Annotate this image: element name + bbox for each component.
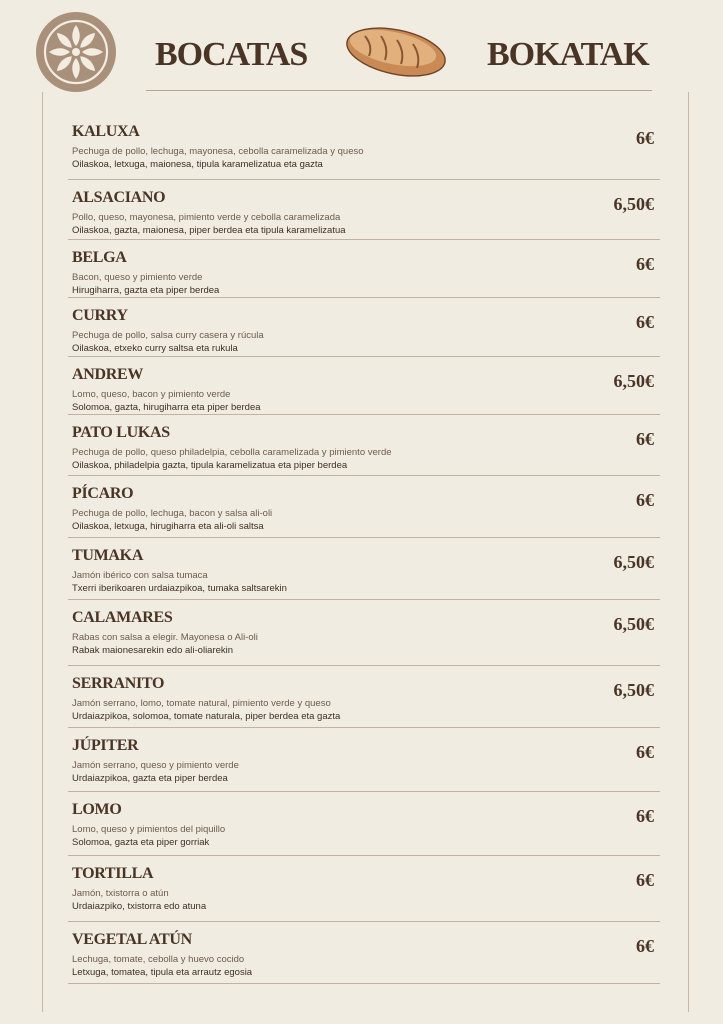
item-description-es: Pollo, queso, mayonesa, pimiento verde y cebolla caramelizada bbox=[72, 212, 341, 223]
item-name: VEGETAL ATÚN bbox=[72, 931, 192, 948]
item-name: KALUXA bbox=[72, 123, 140, 140]
item-price: 6€ bbox=[636, 936, 654, 956]
title-basque: BOKATAK bbox=[487, 36, 649, 73]
item-description-es: Jamón serrano, queso y pimiento verde bbox=[72, 760, 239, 771]
item-description-es: Lechuga, tomate, cebolla y huevo cocido bbox=[72, 954, 245, 965]
item-price: 6€ bbox=[636, 870, 654, 890]
item-description-es: Lomo, queso, bacon y pimiento verde bbox=[72, 389, 231, 400]
item-description-eu: Urdaiazpiko, txistorra edo atuna bbox=[72, 901, 207, 912]
item-description-es: Pechuga de pollo, lechuga, bacon y salsa ali-oli bbox=[72, 508, 273, 519]
menu-header bbox=[0, 0, 723, 100]
item-price: 6€ bbox=[636, 742, 654, 762]
item-description-es: Lomo, queso y pimientos del piquillo bbox=[72, 824, 226, 835]
item-name: CALAMARES bbox=[72, 609, 173, 626]
item-description-eu: Oilaskoa, letxuga, hirugiharra eta ali-oli saltsa bbox=[72, 521, 264, 532]
item-description-es: Rabas con salsa a elegir. Mayonesa o Ali-oli bbox=[72, 632, 258, 643]
item-name: BELGA bbox=[72, 249, 127, 266]
item-price: 6,50€ bbox=[613, 680, 654, 700]
item-price: 6€ bbox=[636, 254, 654, 274]
item-name: TUMAKA bbox=[72, 547, 144, 564]
item-price: 6€ bbox=[636, 490, 654, 510]
item-description-eu: Oilaskoa, philadelpia gazta, tipula karamelizatua eta piper berdea bbox=[72, 460, 348, 471]
item-name: ALSACIANO bbox=[72, 189, 166, 206]
item-description-eu: Oilaskoa, etxeko curry saltsa eta rukula bbox=[72, 343, 238, 354]
item-name: SERRANITO bbox=[72, 675, 165, 692]
menu-item bbox=[68, 792, 660, 856]
title-spanish: BOCATAS bbox=[155, 36, 308, 73]
item-description-es: Jamón serrano, lomo, tomate natural, pimiento verde y queso bbox=[72, 698, 331, 709]
item-name: LOMO bbox=[72, 801, 122, 818]
item-description-eu: Urdaiazpikoa, gazta eta piper berdea bbox=[72, 773, 228, 784]
menu-item bbox=[68, 600, 660, 666]
item-description-eu: Solomoa, gazta, hirugiharra eta piper berdea bbox=[72, 402, 261, 413]
flower-emblem-icon bbox=[36, 12, 116, 92]
menu-item bbox=[68, 538, 660, 600]
left-border-line bbox=[42, 92, 43, 1012]
item-name: JÚPITER bbox=[72, 737, 139, 754]
menu-item bbox=[68, 357, 660, 415]
item-price: 6,50€ bbox=[613, 614, 654, 634]
menu-item bbox=[68, 476, 660, 538]
item-description-eu: Rabak maionesarekin edo ali-oliarekin bbox=[72, 645, 234, 656]
item-description-es: Jamón ibérico con salsa tumaca bbox=[72, 570, 208, 581]
item-description-es: Pechuga de pollo, lechuga, mayonesa, cebolla caramelizada y queso bbox=[72, 146, 364, 157]
item-description-eu: Hirugiharra, gazta eta piper berdea bbox=[72, 285, 220, 296]
header-divider bbox=[146, 90, 652, 91]
menu-item bbox=[68, 114, 660, 180]
right-border-line bbox=[688, 92, 689, 1012]
item-description-es: Pechuga de pollo, queso philadelpia, cebolla caramelizada y pimiento verde bbox=[72, 447, 392, 458]
item-description-eu: Letxuga, tomatea, tipula eta arrautz egosia bbox=[72, 967, 253, 978]
item-price: 6€ bbox=[636, 429, 654, 449]
item-description-eu: Oilaskoa, gazta, maionesa, piper berdea eta tipula karamelizatua bbox=[72, 225, 346, 236]
menu-list bbox=[68, 114, 660, 984]
menu-item bbox=[68, 415, 660, 476]
item-price: 6€ bbox=[636, 312, 654, 332]
item-name: PATO LUKAS bbox=[72, 424, 170, 441]
menu-item bbox=[68, 240, 660, 298]
item-description-eu: Solomoa, gazta eta piper gorriak bbox=[72, 837, 210, 848]
item-name: PÍCARO bbox=[72, 485, 134, 502]
item-description-es: Bacon, queso y pimiento verde bbox=[72, 272, 203, 283]
item-description-es: Pechuga de pollo, salsa curry casera y rúcula bbox=[72, 330, 264, 341]
item-description-eu: Urdaiazpikoa, solomoa, tomate naturala, piper berdea eta gazta bbox=[72, 711, 341, 722]
menu-item bbox=[68, 180, 660, 240]
item-price: 6€ bbox=[636, 128, 654, 148]
item-price: 6,50€ bbox=[613, 552, 654, 572]
item-price: 6€ bbox=[636, 806, 654, 826]
item-price: 6,50€ bbox=[613, 194, 654, 214]
item-description-eu: Oilaskoa, letxuga, maionesa, tipula karamelizatua eta gazta bbox=[72, 159, 323, 170]
menu-item bbox=[68, 298, 660, 357]
item-name: ANDREW bbox=[72, 366, 144, 383]
item-name: TORTILLA bbox=[72, 865, 154, 882]
menu-item bbox=[68, 922, 660, 984]
item-description-es: Jamón, txistorra o atún bbox=[72, 888, 169, 899]
item-name: CURRY bbox=[72, 307, 128, 324]
bread-loaf-icon bbox=[343, 22, 449, 80]
menu-item bbox=[68, 856, 660, 922]
menu-item bbox=[68, 666, 660, 728]
menu-item bbox=[68, 728, 660, 792]
item-price: 6,50€ bbox=[613, 371, 654, 391]
item-description-eu: Txerri iberikoaren urdaiazpikoa, tumaka saltsarekin bbox=[72, 583, 287, 594]
